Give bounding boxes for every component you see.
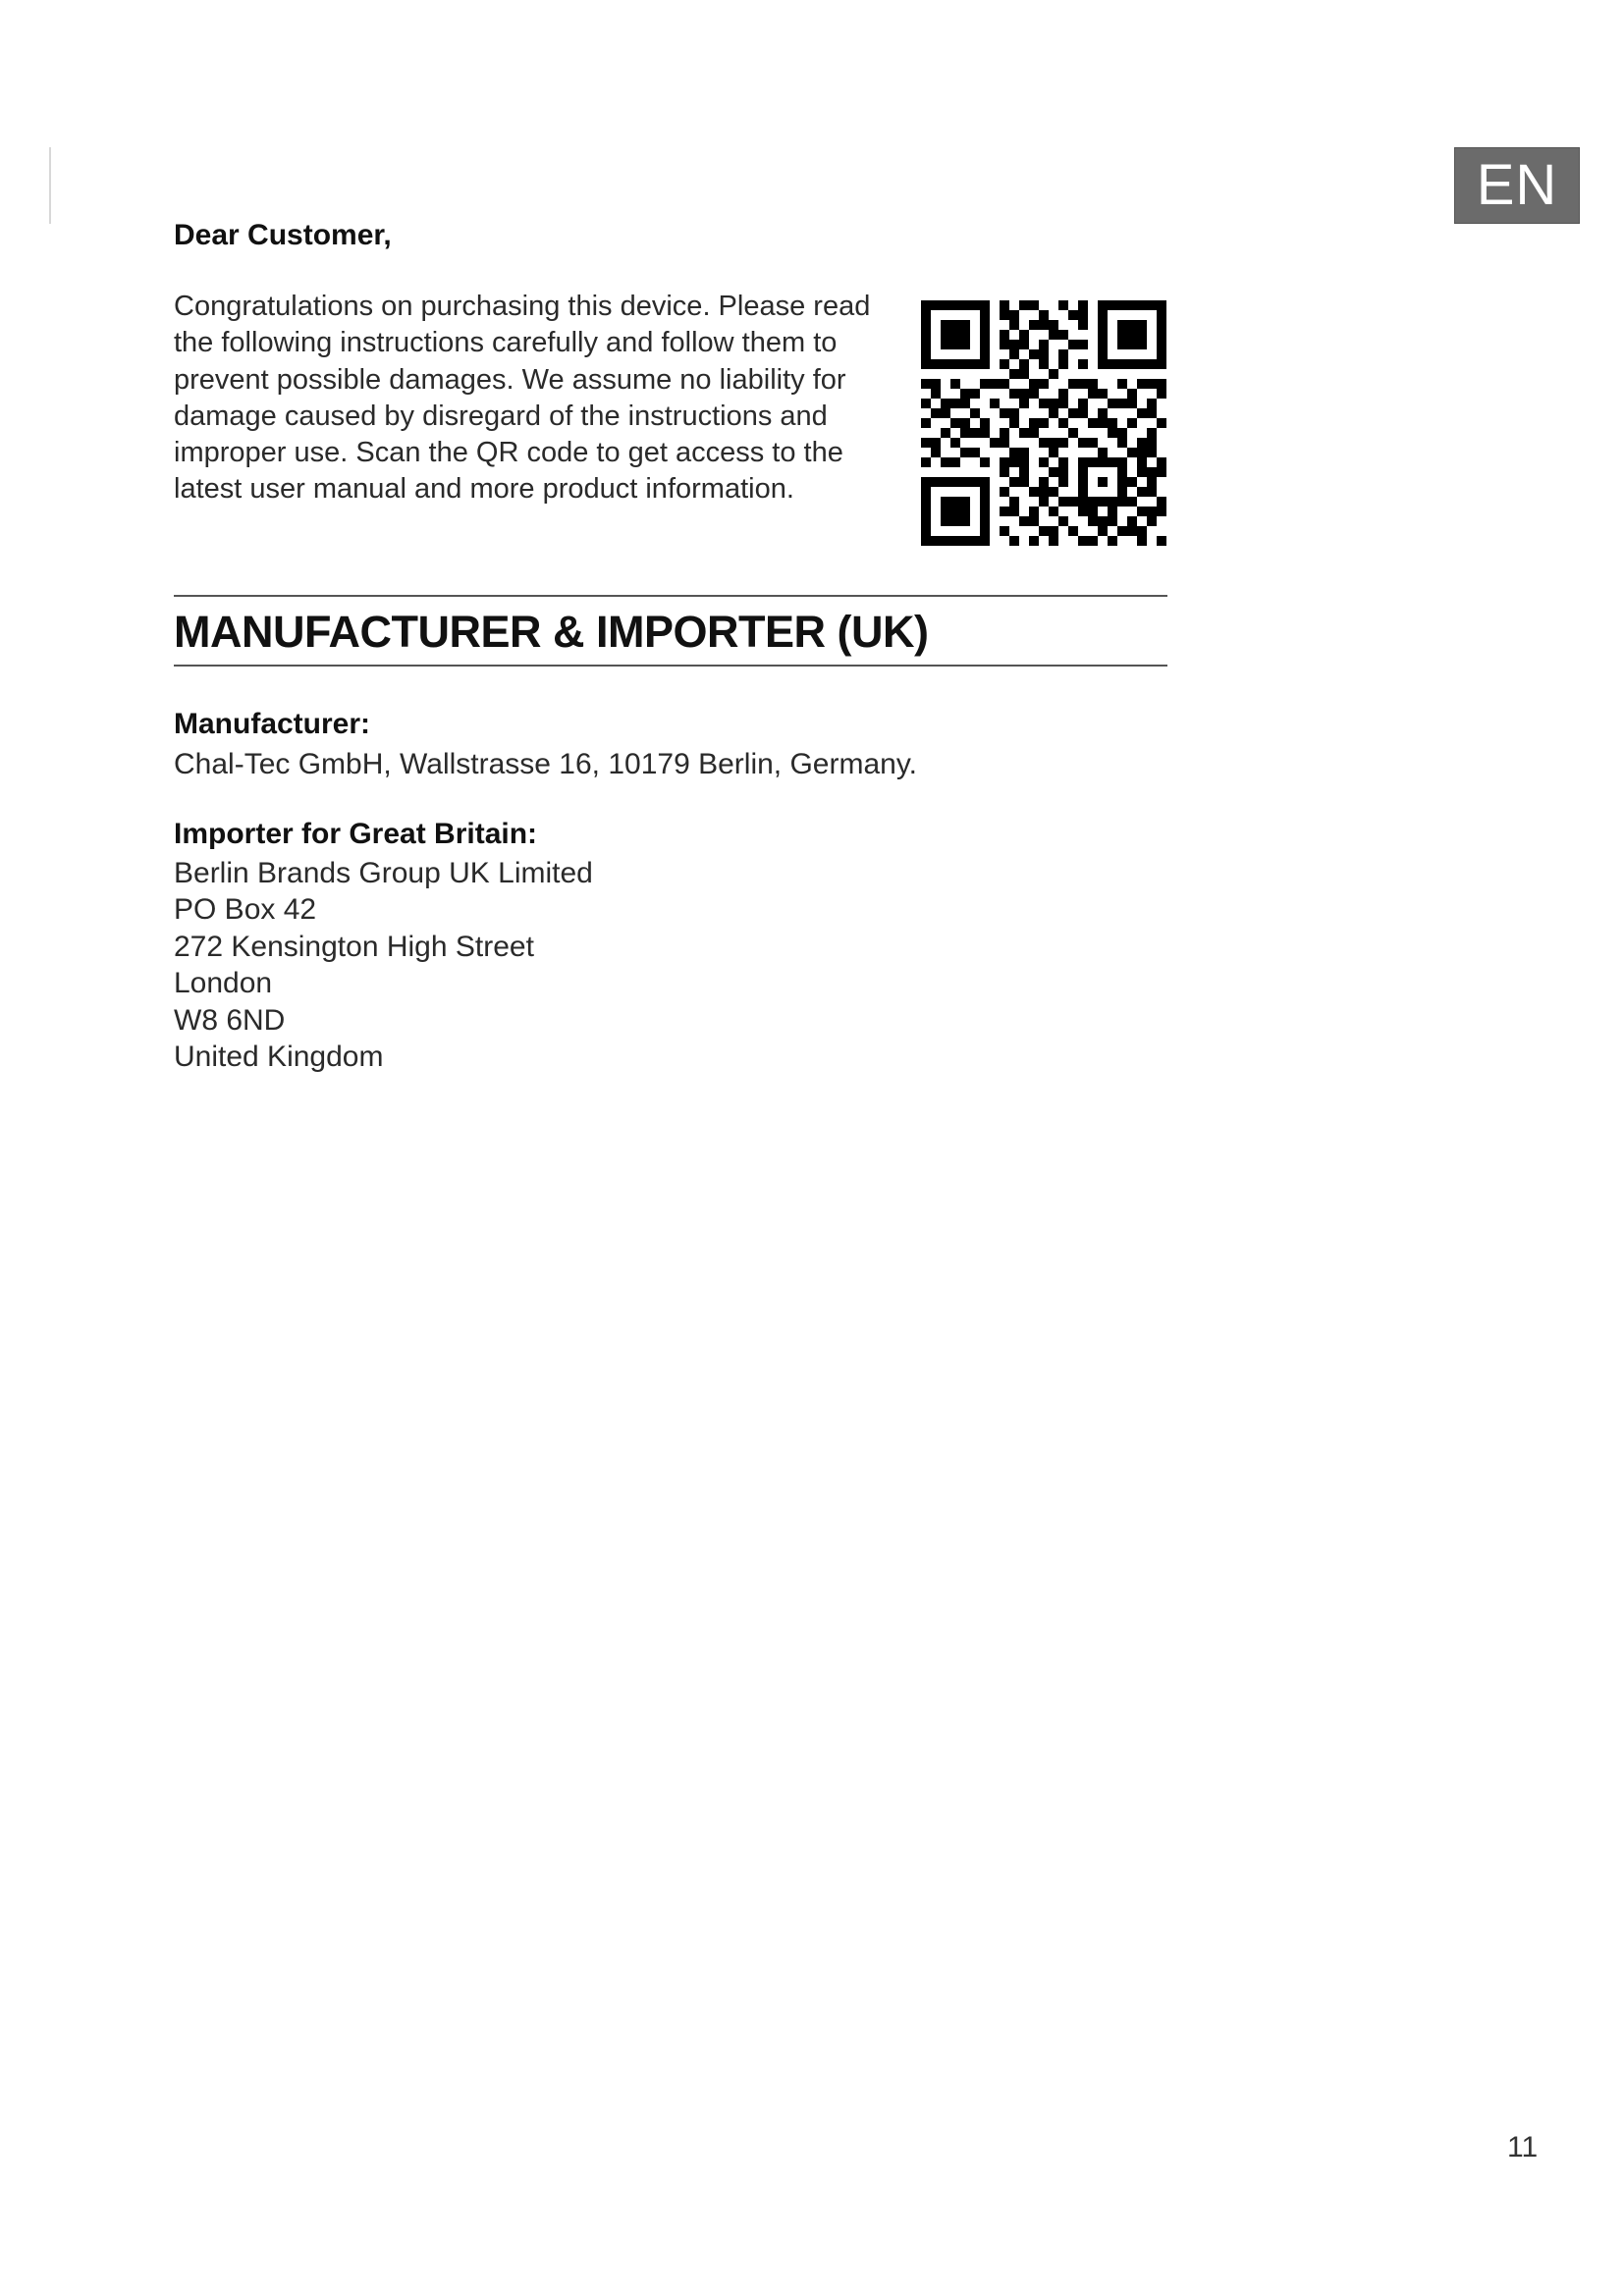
margin-rule	[49, 147, 51, 224]
importer-address-line: United Kingdom	[174, 1040, 384, 1073]
intro-paragraph	[174, 289, 887, 508]
section-rule-bottom	[174, 665, 1167, 667]
intro-line: Congratulations on purchasing this device. Please read	[174, 291, 871, 322]
intro-line: latest user manual and more product information.	[174, 473, 794, 506]
section-title: MANUFACTURER & IMPORTER (UK)	[174, 607, 929, 657]
intro-line: damage caused by disregard of the instructions and	[174, 400, 828, 432]
intro-line: prevent possible damages. We assume no liability for	[174, 363, 846, 396]
section-rule-top	[174, 595, 1167, 597]
importer-address-line: 272 Kensington High Street	[174, 930, 534, 963]
importer-address-line: London	[174, 967, 273, 1000]
greeting: Dear Customer,	[174, 219, 392, 251]
qr-code-icon	[921, 300, 1166, 546]
importer-address-line: PO Box 42	[174, 893, 317, 927]
intro-line: the following instructions carefully and follow them to	[174, 327, 838, 359]
manufacturer-address: Chal-Tec GmbH, Wallstrasse 16, 10179 Berlin, Germany.	[174, 748, 917, 780]
manufacturer-label: Manufacturer:	[174, 708, 371, 740]
intro-line: improper use. Scan the QR code to get access to the	[174, 437, 843, 469]
language-tab: EN	[1454, 147, 1580, 224]
importer-address-line: Berlin Brands Group UK Limited	[174, 857, 593, 889]
importer-label: Importer for Great Britain:	[174, 818, 538, 850]
importer-address	[174, 855, 593, 1075]
importer-address-line: W8 6ND	[174, 1003, 286, 1037]
page-number: 11	[1507, 2131, 1539, 2163]
